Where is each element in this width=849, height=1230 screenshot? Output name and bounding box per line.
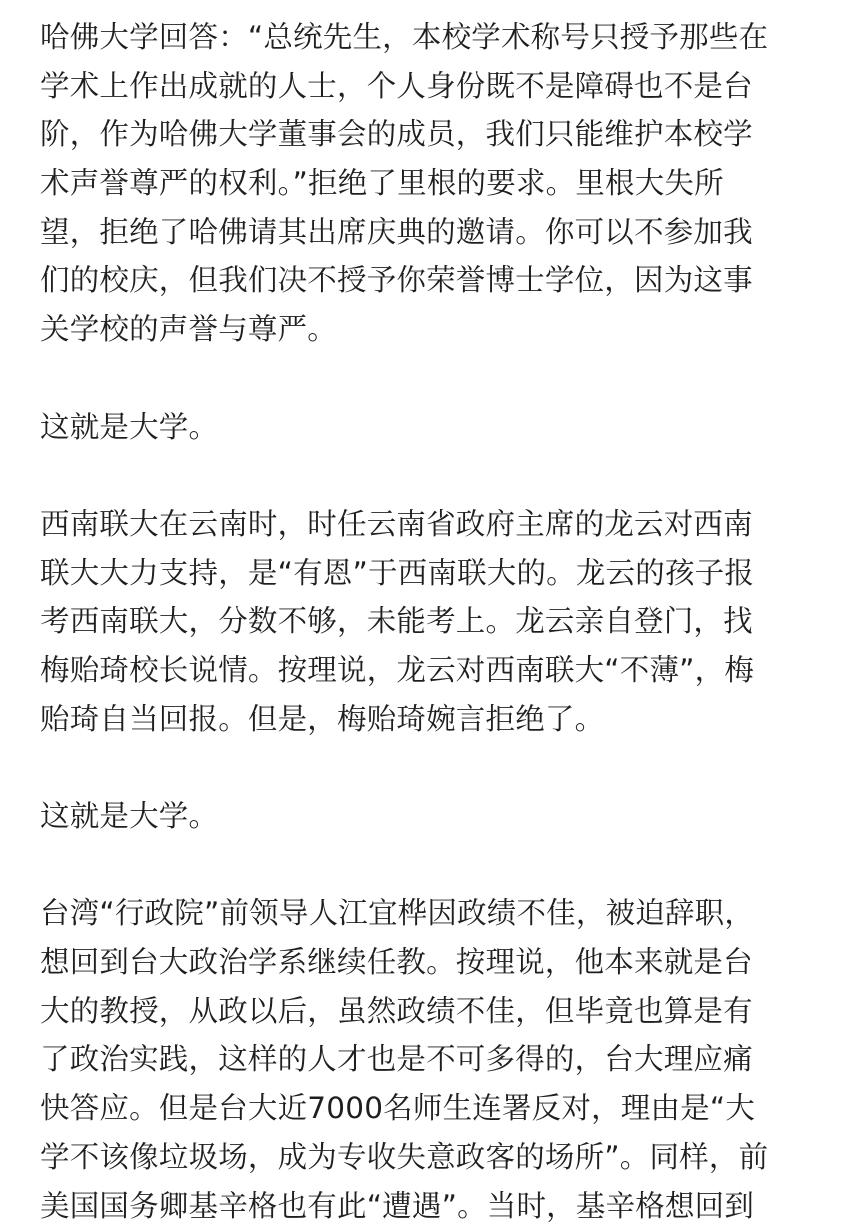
text-line: 联大大力支持，是“有恩”于西南联大的。龙云的孩子报 [40,549,815,598]
text-line: 哈佛大学回答：“总统先生，本校学术称号只授予那些在 [40,13,815,62]
text-line: 们的校庆，但我们决不授予你荣誉博士学位，因为这事 [40,256,815,305]
paragraph-southwest-associated-university [40,500,815,743]
text-line: 学术上作出成就的人士，个人身份既不是障碍也不是台 [40,62,815,111]
paragraph-refrain-1 [40,403,815,452]
text-line: 阶，作为哈佛大学董事会的成员，我们只能维护本校学 [40,110,815,159]
text-line: 考西南联大，分数不够，未能考上。龙云亲自登门，找 [40,597,815,646]
text-line: 美国国务卿基辛格也有此“遭遇”。当时，基辛格想回到 [40,1182,815,1230]
paragraph-harvard [40,13,815,354]
paragraph-spacer [40,743,815,792]
text-line: 这就是大学。 [40,403,815,452]
text-line: 学不该像垃圾场，成为专收失意政客的场所”。同样，前 [40,1133,815,1182]
text-line: 了政治实践，这样的人才也是不可多得的，台大理应痛 [40,1035,815,1084]
paragraph-spacer [40,354,815,403]
text-line: 这就是大学。 [40,792,815,841]
text-line: 想回到台大政治学系继续任教。按理说，他本来就是台 [40,938,815,987]
text-line: 术声誉尊严的权利。”拒绝了里根的要求。里根大失所 [40,159,815,208]
text-line: 西南联大在云南时，时任云南省政府主席的龙云对西南 [40,500,815,549]
text-line: 台湾“行政院”前领导人江宜桦因政绩不佳，被迫辞职， [40,889,815,938]
paragraph-spacer [40,451,815,500]
text-line: 望，拒绝了哈佛请其出席庆典的邀请。你可以不参加我 [40,208,815,257]
article-body [40,13,815,1230]
text-line: 快答应。但是台大近7000名师生连署反对，理由是“大 [40,1084,815,1133]
text-line: 关学校的声誉与尊严。 [40,305,815,354]
paragraph-spacer [40,841,815,890]
paragraph-refrain-2 [40,792,815,841]
text-line: 梅贻琦校长说情。按理说，龙云对西南联大“不薄”，梅 [40,646,815,695]
text-line: 贻琦自当回报。但是，梅贻琦婉言拒绝了。 [40,695,815,744]
paragraph-taiwan-university [40,889,815,1230]
text-line: 大的教授，从政以后，虽然政绩不佳，但毕竟也算是有 [40,987,815,1036]
